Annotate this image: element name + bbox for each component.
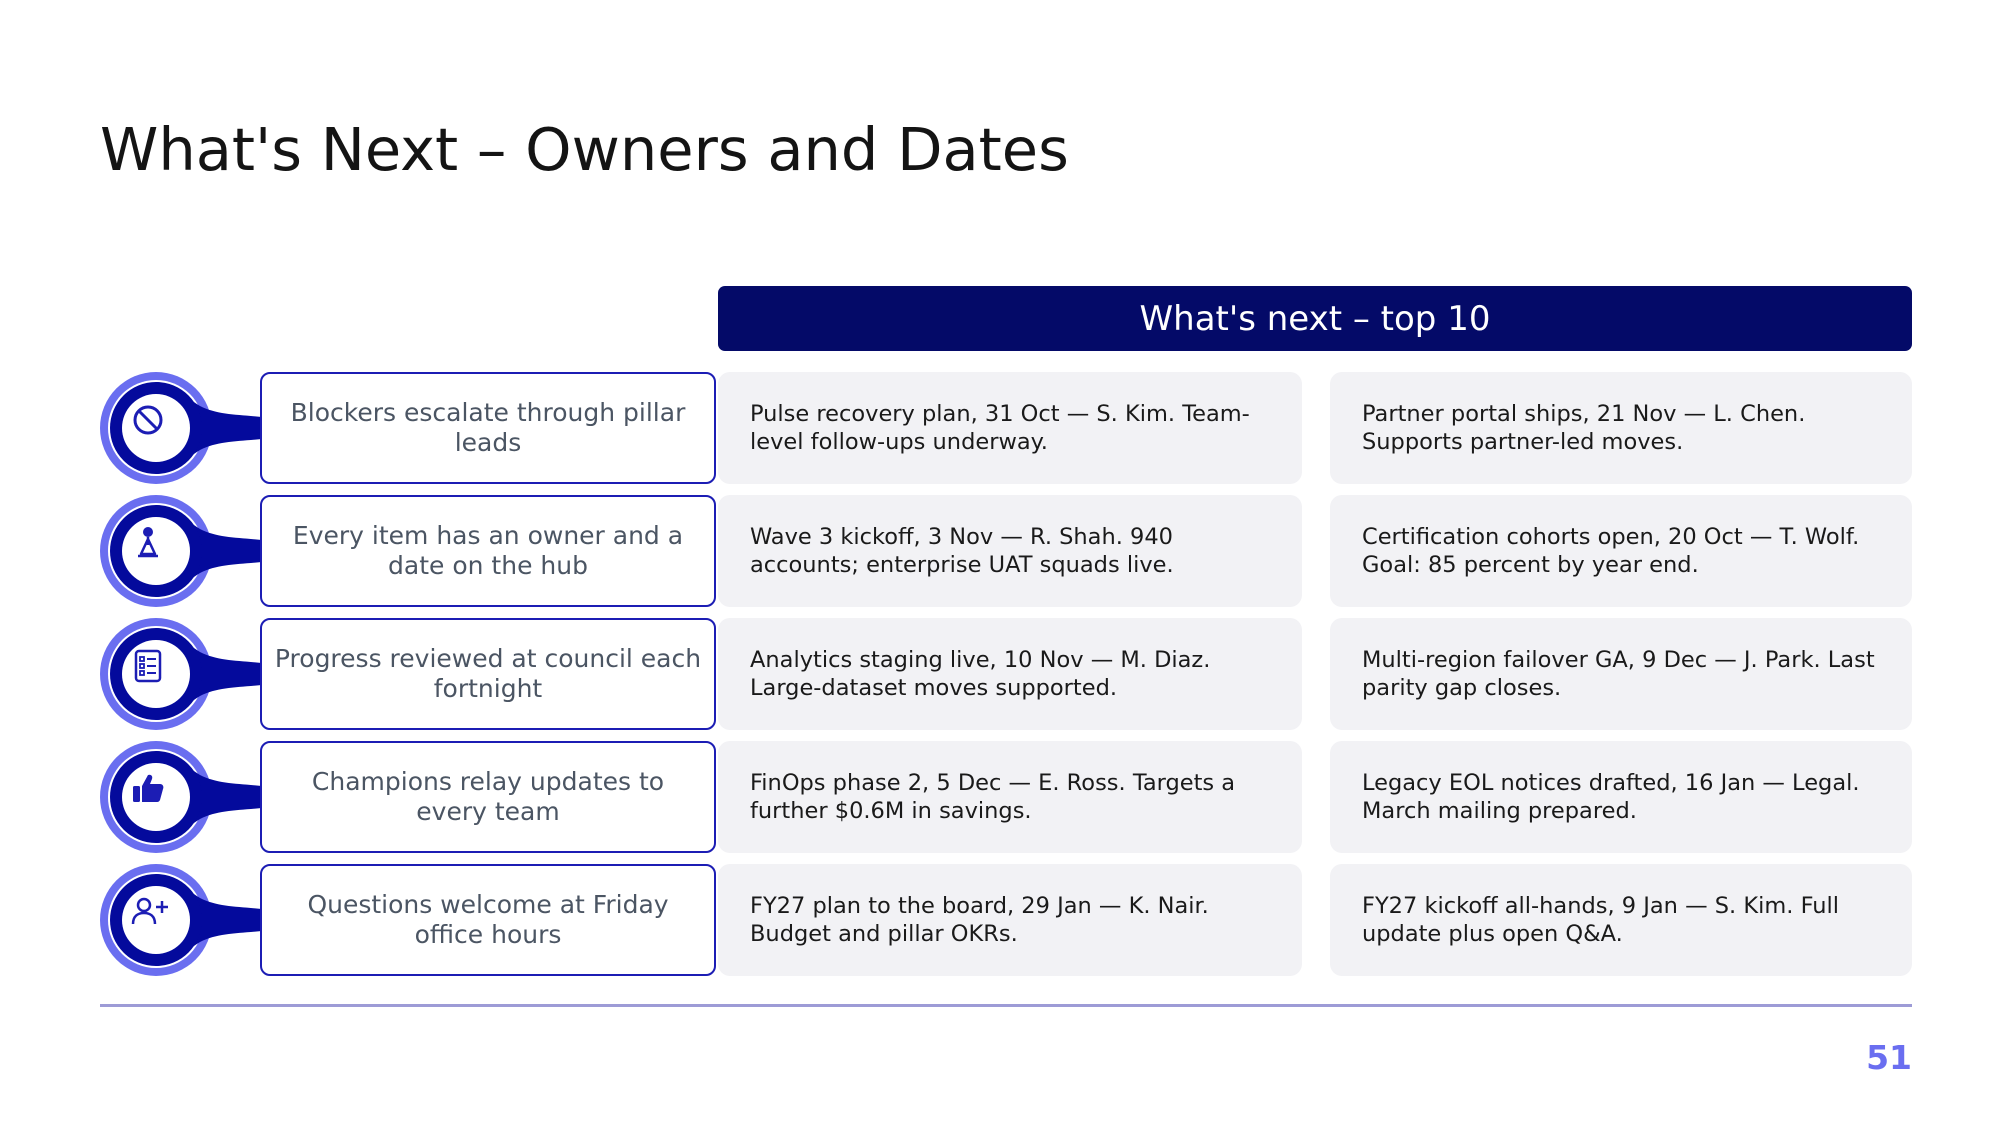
next-item-card: Certification cohorts open, 20 Oct — T. Wolf. Goal: 85 percent by year end.	[1330, 495, 1912, 607]
person-flag-icon	[128, 523, 184, 579]
footer-divider	[100, 1004, 1912, 1007]
principle-label: Blockers escalate through pillar leads	[260, 372, 716, 484]
next-item-card: Pulse recovery plan, 31 Oct — S. Kim. Team-level follow-ups underway.	[718, 372, 1302, 484]
next-item-card: Wave 3 kickoff, 3 Nov — R. Shah. 940 accounts; enterprise UAT squads live.	[718, 495, 1302, 607]
next-item-card: Multi-region failover GA, 9 Dec — J. Park. Last parity gap closes.	[1330, 618, 1912, 730]
principle-label: Progress reviewed at council each fortnight	[260, 618, 716, 730]
action-row	[0, 741, 2001, 853]
next-item-card: FY27 kickoff all-hands, 9 Jan — S. Kim. Full update plus open Q&A.	[1330, 864, 1912, 976]
next-item-card: Analytics staging live, 10 Nov — M. Diaz. Large-dataset moves supported.	[718, 618, 1302, 730]
thumbs-up-icon	[128, 769, 184, 825]
action-row	[0, 495, 2001, 607]
checklist-icon	[128, 646, 184, 702]
principle-label: Questions welcome at Friday office hours	[260, 864, 716, 976]
principle-label: Champions relay updates to every team	[260, 741, 716, 853]
prohibited-icon	[128, 400, 184, 456]
add-user-icon	[128, 892, 184, 948]
action-row	[0, 618, 2001, 730]
next-item-card: FY27 plan to the board, 29 Jan — K. Nair. Budget and pillar OKRs.	[718, 864, 1302, 976]
action-row	[0, 372, 2001, 484]
next-item-card: Partner portal ships, 21 Nov — L. Chen. Supports partner-led moves.	[1330, 372, 1912, 484]
principle-label: Every item has an owner and a date on the hub	[260, 495, 716, 607]
top-10-banner: What's next – top 10	[718, 286, 1912, 351]
next-item-card: FinOps phase 2, 5 Dec — E. Ross. Targets a further $0.6M in savings.	[718, 741, 1302, 853]
page-title: What's Next – Owners and Dates	[100, 115, 1069, 184]
action-row	[0, 864, 2001, 976]
next-item-card: Legacy EOL notices drafted, 16 Jan — Legal. March mailing prepared.	[1330, 741, 1912, 853]
page-number: 51	[1866, 1038, 1912, 1077]
